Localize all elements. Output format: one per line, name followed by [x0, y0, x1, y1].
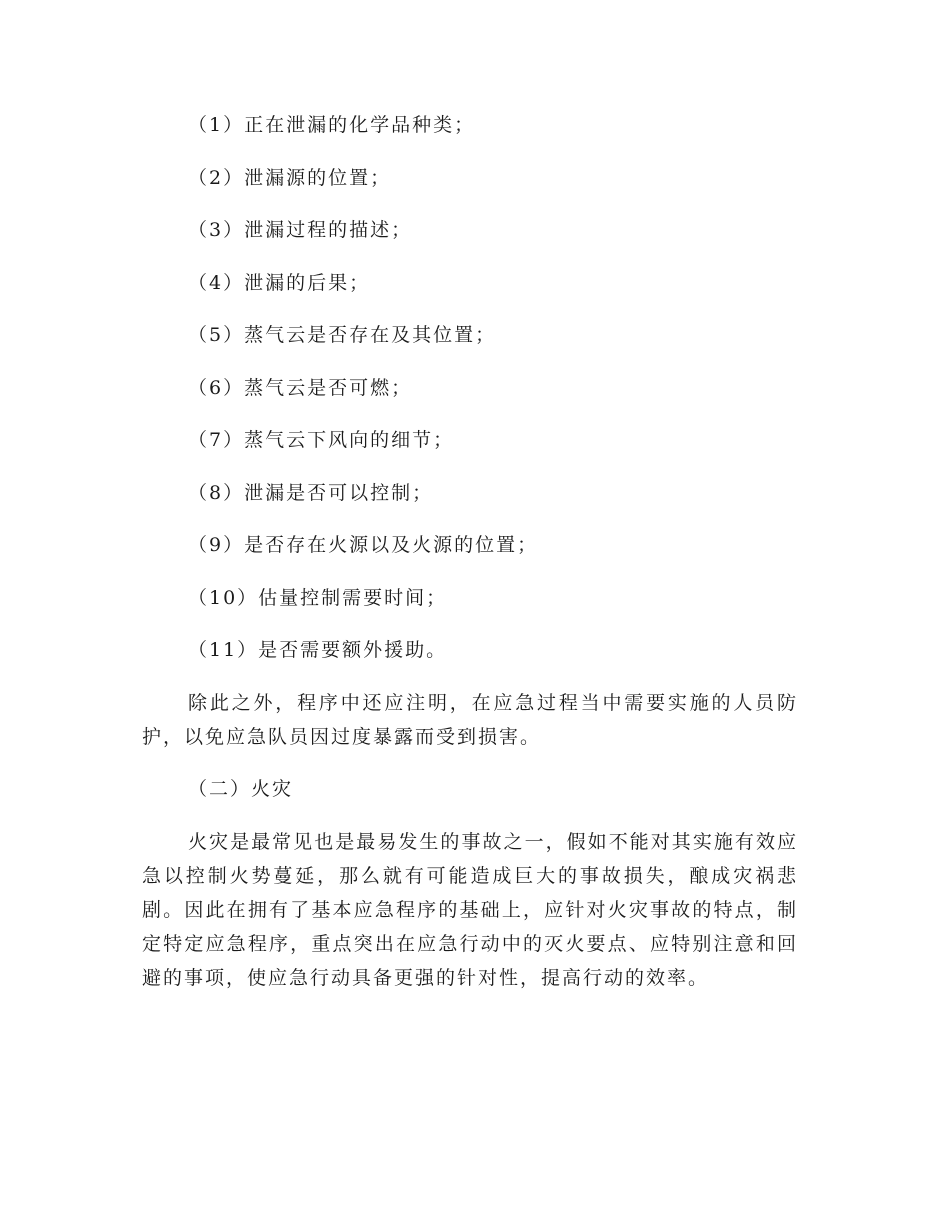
list-item: （2）泄漏源的位置； — [188, 166, 392, 189]
list-item: （10）估量控制需要时间； — [188, 586, 448, 609]
list-item: （4）泄漏的后果； — [188, 271, 371, 294]
list-item: （9）是否存在火源以及火源的位置； — [188, 534, 539, 556]
list-item: （11）是否需要额外援助。 — [188, 639, 448, 661]
list-item: （7）蒸气云下风向的细节； — [188, 429, 455, 451]
document-content — [142, 108, 798, 995]
section-heading-fire: （二）火灾 — [188, 778, 294, 800]
body-paragraph-fire: 火灾是最常见也是最易发生的事故之一，假如不能对其实施有效应急以控制火势蔓延，那么就有可能造成巨大的事故损失，酿成灾祸悲剧。因此在拥有了基本应急程序的基础上，应针对火灾事故的特点，制定特定应急程序，重点突出在应急行动中的灭火要点、应特别注意和回避的事项，使应急行动具备更强的针对性，提高行动的效率。 — [142, 830, 798, 989]
list-item: （3）泄漏过程的描述； — [188, 219, 413, 241]
list-item: （6）蒸气云是否可燃； — [188, 376, 413, 399]
info-checklist — [142, 108, 798, 667]
list-item: （8）泄漏是否可以控制； — [188, 481, 434, 504]
list-item: （1）正在泄漏的化学品种类； — [188, 114, 476, 136]
list-item: （5）蒸气云是否存在及其位置； — [188, 324, 497, 346]
body-paragraph-protection: 除此之外，程序中还应注明，在应急过程当中需要实施的人员防护，以免应急队员因过度暴露而受到损害。 — [142, 691, 798, 748]
